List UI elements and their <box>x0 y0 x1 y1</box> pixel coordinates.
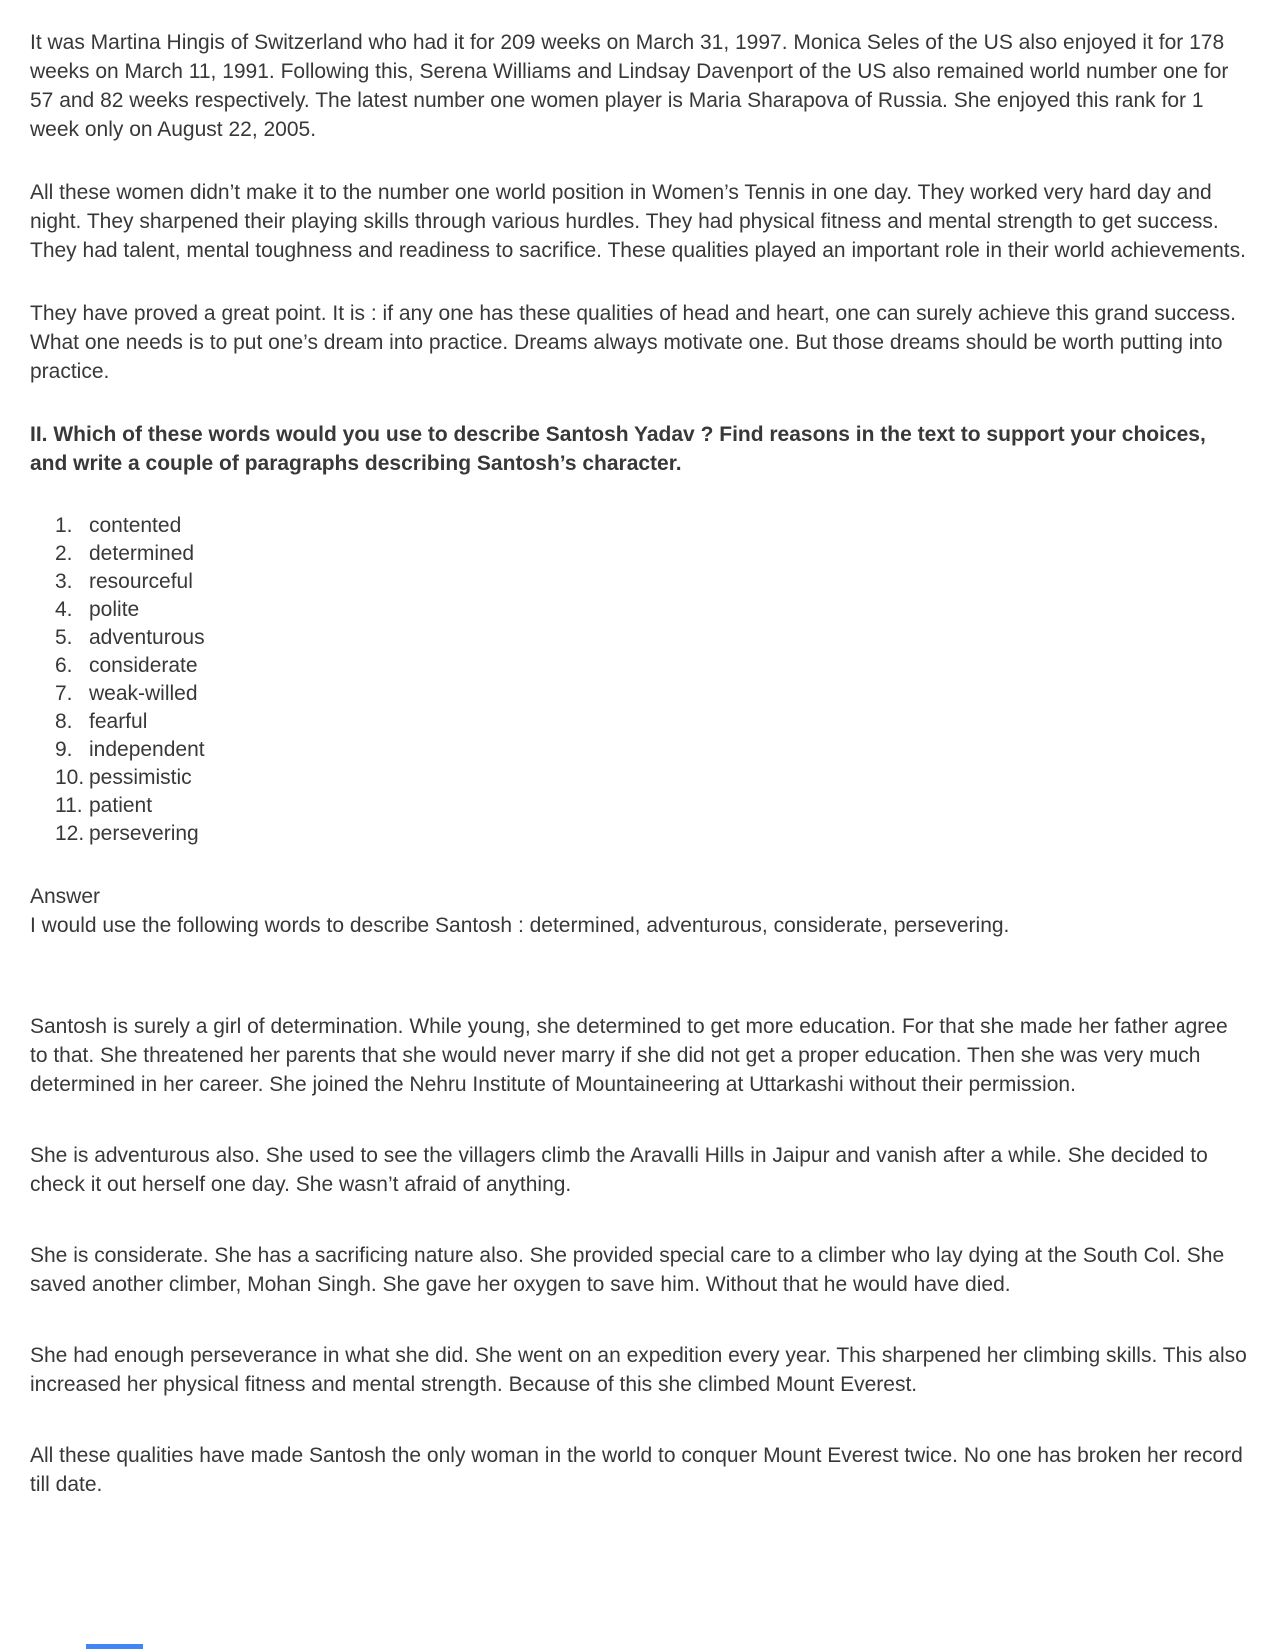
list-label: fearful <box>89 710 148 733</box>
answer-paragraph-conclusion: All these qualities have made Santosh the only woman in the world to conquer Mount Everest twice. No one has broken her record till date. <box>30 1444 1243 1496</box>
answer-paragraph-considerate: She is considerate. She has a sacrificing nature also. She provided special care to a climber who lay dying at the South Col. She saved another climber, Mohan Singh. She gave her oxygen to save him. Without that he would have died. <box>30 1244 1225 1296</box>
word-list-item-determined <box>55 540 1247 568</box>
word-list-item-independent <box>55 736 1247 764</box>
word-list-item-considerate <box>55 652 1247 680</box>
word-list-item-weak-willed <box>55 680 1247 708</box>
list-number: 1. <box>55 514 73 537</box>
word-list <box>30 512 1247 848</box>
answer-label: Answer <box>30 885 101 908</box>
word-list-item-pessimistic <box>55 764 1247 792</box>
word-list-item-resourceful <box>55 568 1247 596</box>
list-label: determined <box>89 542 195 565</box>
word-list-item-polite <box>55 596 1247 624</box>
list-label: persevering <box>89 822 199 845</box>
list-number: 4. <box>55 598 73 621</box>
list-label: weak-willed <box>89 682 198 705</box>
list-label: adventurous <box>89 626 205 649</box>
list-label: resourceful <box>89 570 193 593</box>
list-number: 2. <box>55 542 73 565</box>
list-label: patient <box>89 794 153 817</box>
list-label: polite <box>89 598 140 621</box>
word-list-item-contented <box>55 512 1247 540</box>
word-list-item-fearful <box>55 708 1247 736</box>
list-number: 3. <box>55 570 73 593</box>
list-number: 8. <box>55 710 73 733</box>
answer-paragraph-perseverance: She had enough perseverance in what she did. She went on an expedition every year. This sharpened her climbing skills. This also increased her physical fitness and mental strength. Because of this she climbed Mount Everest. <box>30 1344 1247 1396</box>
intro-paragraph-2: All these women didn’t make it to the number one world position in Women’s Tennis in one day. They worked very hard day and night. They sharpened their playing skills through various hurdles. They had physical fitness and mental strength to get success. They had talent, mental toughness and readiness to sacrifice. These qualities played an important role in their world achievements. <box>30 181 1246 262</box>
answer-paragraph-determination: Santosh is surely a girl of determination. While young, she determined to get more education. For that she made her father agree to that. She threatened her parents that she would never marry if she did not get a proper education. Then she was very much determined in her career. She joined the Nehru Institute of Mountaineering at Uttarkashi without their permission. <box>30 1015 1228 1096</box>
list-number: 12. <box>55 822 85 845</box>
list-number: 7. <box>55 682 73 705</box>
word-list-item-persevering <box>55 820 1247 848</box>
question-heading: II. Which of these words would you use to describe Santosh Yadav ? Find reasons in the text to support your choices, and write a couple of paragraphs describing Santosh’s character. <box>30 423 1206 475</box>
answer-paragraph-adventurous: She is adventurous also. She used to see the villagers climb the Aravalli Hills in Jaipur and vanish after a while. She decided to check it out herself one day. She wasn’t afraid of anything. <box>30 1144 1208 1196</box>
answer-intro: I would use the following words to describe Santosh : determined, adventurous, considerate, persevering. <box>30 914 1010 937</box>
list-number: 6. <box>55 654 73 677</box>
word-list-item-patient <box>55 792 1247 820</box>
intro-paragraph-3: They have proved a great point. It is : if any one has these qualities of head and heart, one can surely achieve this grand success. What one needs is to put one’s dream into practice. Dreams always motivate one. But those dreams should be worth putting into practice. <box>30 302 1236 383</box>
list-label: considerate <box>89 654 198 677</box>
cutoff-link-fragment[interactable] <box>86 1644 143 1649</box>
list-label: pessimistic <box>89 766 192 789</box>
list-number: 11. <box>55 794 83 817</box>
list-number: 10. <box>55 766 85 789</box>
list-label: independent <box>89 738 205 761</box>
list-number: 5. <box>55 626 73 649</box>
word-list-item-adventurous <box>55 624 1247 652</box>
list-label: contented <box>89 514 182 537</box>
intro-paragraph-1: It was Martina Hingis of Switzerland who had it for 209 weeks on March 31, 1997. Monica Seles of the US also enjoyed it for 178 weeks on March 11, 1991. Following this, Serena Williams and Lindsay Davenport of the US also remained world number one for 57 and 82 weeks respectively. The latest number one women player is Maria Sharapova of Russia. She enjoyed this rank for 1 week only on August 22, 2005. <box>30 31 1229 141</box>
list-number: 9. <box>55 738 73 761</box>
